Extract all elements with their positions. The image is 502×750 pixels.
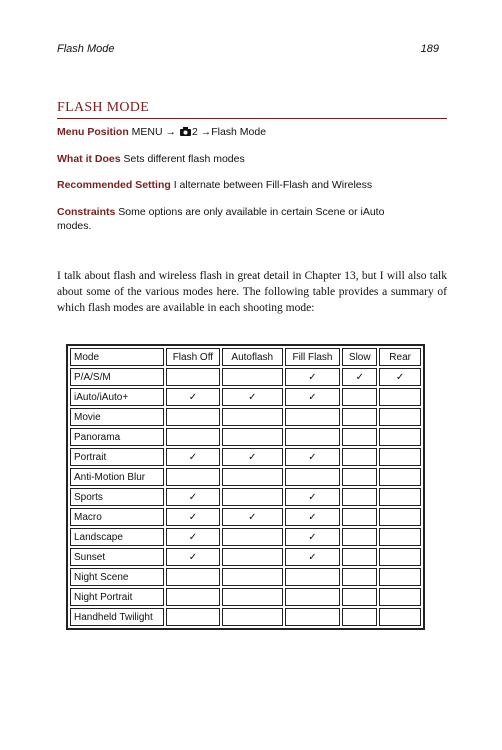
check-cell bbox=[222, 608, 283, 626]
check-cell bbox=[379, 428, 421, 446]
check-cell bbox=[222, 568, 283, 586]
mode-name-cell: Night Scene bbox=[70, 568, 164, 586]
what-it-does-line bbox=[57, 152, 437, 166]
check-cell bbox=[379, 448, 421, 466]
mode-name-cell: Sports bbox=[70, 488, 164, 506]
check-cell bbox=[342, 488, 377, 506]
check-cell: ✓ bbox=[379, 368, 421, 386]
check-cell bbox=[342, 568, 377, 586]
table-row bbox=[70, 408, 421, 426]
check-cell bbox=[222, 528, 283, 546]
table-header-row bbox=[70, 348, 421, 366]
recommended-text: I alternate between Fill-Flash and Wireless bbox=[173, 179, 373, 191]
check-cell: ✓ bbox=[166, 548, 220, 566]
table-header-cell: Rear bbox=[379, 348, 421, 366]
camera-icon bbox=[180, 127, 191, 136]
check-cell bbox=[342, 548, 377, 566]
table-header-cell: Mode bbox=[70, 348, 164, 366]
menu-position-label: Menu Position bbox=[57, 126, 129, 138]
check-cell: ✓ bbox=[285, 508, 341, 526]
table-header-cell: Slow bbox=[342, 348, 377, 366]
mode-name-cell: Macro bbox=[70, 508, 164, 526]
table-row bbox=[70, 548, 421, 566]
table-row bbox=[70, 448, 421, 466]
constraints-line bbox=[57, 205, 392, 233]
check-cell bbox=[222, 408, 283, 426]
mode-name-cell: Anti-Motion Blur bbox=[70, 468, 164, 486]
check-cell bbox=[379, 568, 421, 586]
check-cell bbox=[342, 588, 377, 606]
check-cell bbox=[379, 548, 421, 566]
check-cell bbox=[379, 508, 421, 526]
arrow-icon: → bbox=[200, 126, 212, 138]
check-cell bbox=[342, 408, 377, 426]
table-row bbox=[70, 568, 421, 586]
check-cell bbox=[379, 468, 421, 486]
check-cell: ✓ bbox=[285, 548, 341, 566]
check-cell: ✓ bbox=[285, 488, 341, 506]
check-cell bbox=[222, 548, 283, 566]
menu-number: 2 bbox=[191, 126, 198, 138]
table-header-cell: Flash Off bbox=[166, 348, 220, 366]
check-cell bbox=[342, 388, 377, 406]
section-title: FLASH MODE bbox=[57, 100, 447, 119]
intro-paragraph: I talk about flash and wireless flash in great detail in Chapter 13, but I will also talk about some of the various modes here. The following table provides a summary of which flash modes are available in each shooting mode: bbox=[57, 270, 447, 314]
check-cell bbox=[166, 608, 220, 626]
constraints-text: Some options are only available in certain Scene or iAuto modes. bbox=[57, 206, 385, 232]
check-cell: ✓ bbox=[166, 448, 220, 466]
constraints-label: Constraints bbox=[57, 206, 116, 218]
table-row bbox=[70, 468, 421, 486]
what-it-does-label: What it Does bbox=[57, 153, 121, 165]
table-header-cell: Autoflash bbox=[222, 348, 283, 366]
check-cell bbox=[222, 488, 283, 506]
mode-name-cell: Handheld Twilight bbox=[70, 608, 164, 626]
check-cell bbox=[166, 588, 220, 606]
table-row bbox=[70, 528, 421, 546]
table-row bbox=[70, 588, 421, 606]
mode-name-cell: Panorama bbox=[70, 428, 164, 446]
check-cell: ✓ bbox=[342, 368, 377, 386]
recommended-line bbox=[57, 178, 437, 192]
check-cell bbox=[342, 448, 377, 466]
menu-prefix: MENU bbox=[131, 126, 163, 138]
check-cell: ✓ bbox=[166, 388, 220, 406]
check-cell bbox=[342, 468, 377, 486]
check-cell bbox=[166, 568, 220, 586]
check-cell bbox=[166, 468, 220, 486]
check-cell bbox=[222, 468, 283, 486]
table-row bbox=[70, 508, 421, 526]
table-row bbox=[70, 368, 421, 386]
table-row bbox=[70, 608, 421, 626]
running-title: Flash Mode bbox=[57, 43, 115, 55]
check-cell: ✓ bbox=[166, 488, 220, 506]
menu-item: Flash Mode bbox=[211, 126, 267, 138]
check-cell bbox=[166, 368, 220, 386]
check-cell bbox=[285, 588, 341, 606]
recommended-label: Recommended Setting bbox=[57, 179, 171, 191]
check-cell bbox=[379, 588, 421, 606]
arrow-icon: → bbox=[165, 126, 177, 138]
check-cell: ✓ bbox=[222, 508, 283, 526]
check-cell bbox=[342, 608, 377, 626]
check-cell bbox=[342, 428, 377, 446]
check-cell bbox=[342, 508, 377, 526]
mode-name-cell: Landscape bbox=[70, 528, 164, 546]
mode-name-cell: Sunset bbox=[70, 548, 164, 566]
table-row bbox=[70, 488, 421, 506]
menu-position-line bbox=[57, 125, 437, 139]
check-cell bbox=[379, 408, 421, 426]
check-cell: ✓ bbox=[222, 448, 283, 466]
check-cell bbox=[285, 568, 341, 586]
check-cell bbox=[285, 408, 341, 426]
running-header bbox=[57, 43, 439, 55]
check-cell bbox=[166, 428, 220, 446]
check-cell bbox=[379, 388, 421, 406]
check-cell bbox=[379, 608, 421, 626]
mode-name-cell: Portrait bbox=[70, 448, 164, 466]
flash-modes-table bbox=[66, 344, 425, 630]
check-cell bbox=[379, 528, 421, 546]
check-cell: ✓ bbox=[222, 388, 283, 406]
mode-name-cell: iAuto/iAuto+ bbox=[70, 388, 164, 406]
check-cell bbox=[222, 368, 283, 386]
check-cell bbox=[379, 488, 421, 506]
check-cell bbox=[342, 528, 377, 546]
check-cell bbox=[222, 428, 283, 446]
check-cell bbox=[285, 608, 341, 626]
table-row bbox=[70, 388, 421, 406]
check-cell: ✓ bbox=[285, 528, 341, 546]
check-cell: ✓ bbox=[166, 508, 220, 526]
check-cell bbox=[285, 468, 341, 486]
mode-name-cell: Movie bbox=[70, 408, 164, 426]
check-cell: ✓ bbox=[285, 388, 341, 406]
page-number: 189 bbox=[420, 43, 439, 55]
check-cell bbox=[222, 588, 283, 606]
check-cell bbox=[166, 408, 220, 426]
check-cell bbox=[285, 428, 341, 446]
mode-name-cell: Night Portrait bbox=[70, 588, 164, 606]
what-it-does-text: Sets different flash modes bbox=[123, 153, 245, 165]
check-cell: ✓ bbox=[166, 528, 220, 546]
table-header-cell: Fill Flash bbox=[285, 348, 341, 366]
mode-name-cell: P/A/S/M bbox=[70, 368, 164, 386]
check-cell: ✓ bbox=[285, 368, 341, 386]
table-row bbox=[70, 428, 421, 446]
check-cell: ✓ bbox=[285, 448, 341, 466]
